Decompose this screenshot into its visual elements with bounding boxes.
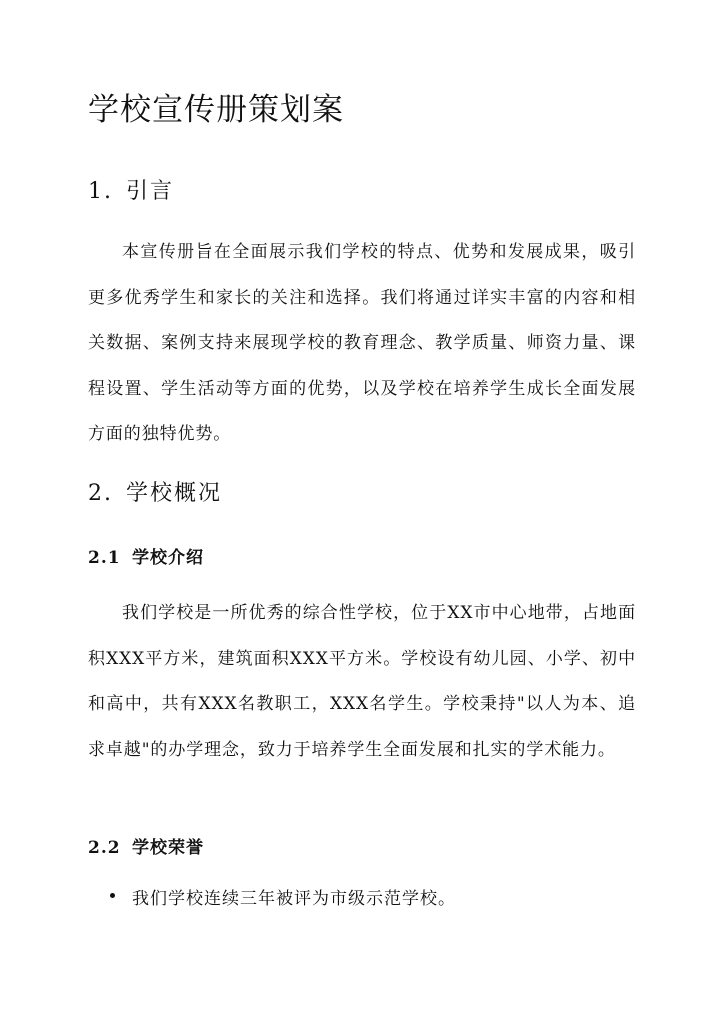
list-item-text: 我们学校连续三年被评为市级示范学校。: [132, 889, 456, 909]
subsection-number: 2.1: [88, 548, 121, 568]
section-title: 学校概况: [126, 481, 223, 506]
subsection-heading-school-introduction: [88, 543, 204, 568]
honors-list: [88, 884, 456, 909]
section-number: 2.: [88, 481, 113, 506]
section-heading-school-overview: [88, 476, 222, 507]
section-number: 1.: [88, 179, 113, 204]
subsection-title: 学校荣誉: [132, 838, 204, 858]
school-introduction-paragraph: 我们学校是一所优秀的综合性学校，位于XX市中心地带，占地面积XXX平方米，建筑面积XXX平方米。学校设有幼儿园、小学、初中和高中，共有XXX名教职工，XXX名学生。学校秉持"以人为本、追求卓越"的办学理念，致力于培养学生全面发展和扎实的学术能力。: [88, 603, 636, 760]
document-title: 学校宣传册策划案: [88, 92, 344, 128]
introduction-paragraph: 本宣传册旨在全面展示我们学校的特点、优势和发展成果，吸引更多优秀学生和家长的关注和选择。我们将通过详实丰富的内容和相关数据、案例支持来展现学校的教育理念、教学质量、师资力量、课程设置、学生活动等方面的优势，以及学校在培养学生成长全面发展方面的独特优势。: [88, 242, 636, 445]
bullet-icon: [110, 893, 115, 898]
section-heading-introduction: [88, 174, 174, 205]
list-item: [88, 884, 456, 909]
subsection-heading-school-honors: [88, 833, 204, 858]
subsection-title: 学校介绍: [132, 548, 204, 568]
subsection-number: 2.2: [88, 838, 121, 858]
section-title: 引言: [126, 179, 175, 204]
